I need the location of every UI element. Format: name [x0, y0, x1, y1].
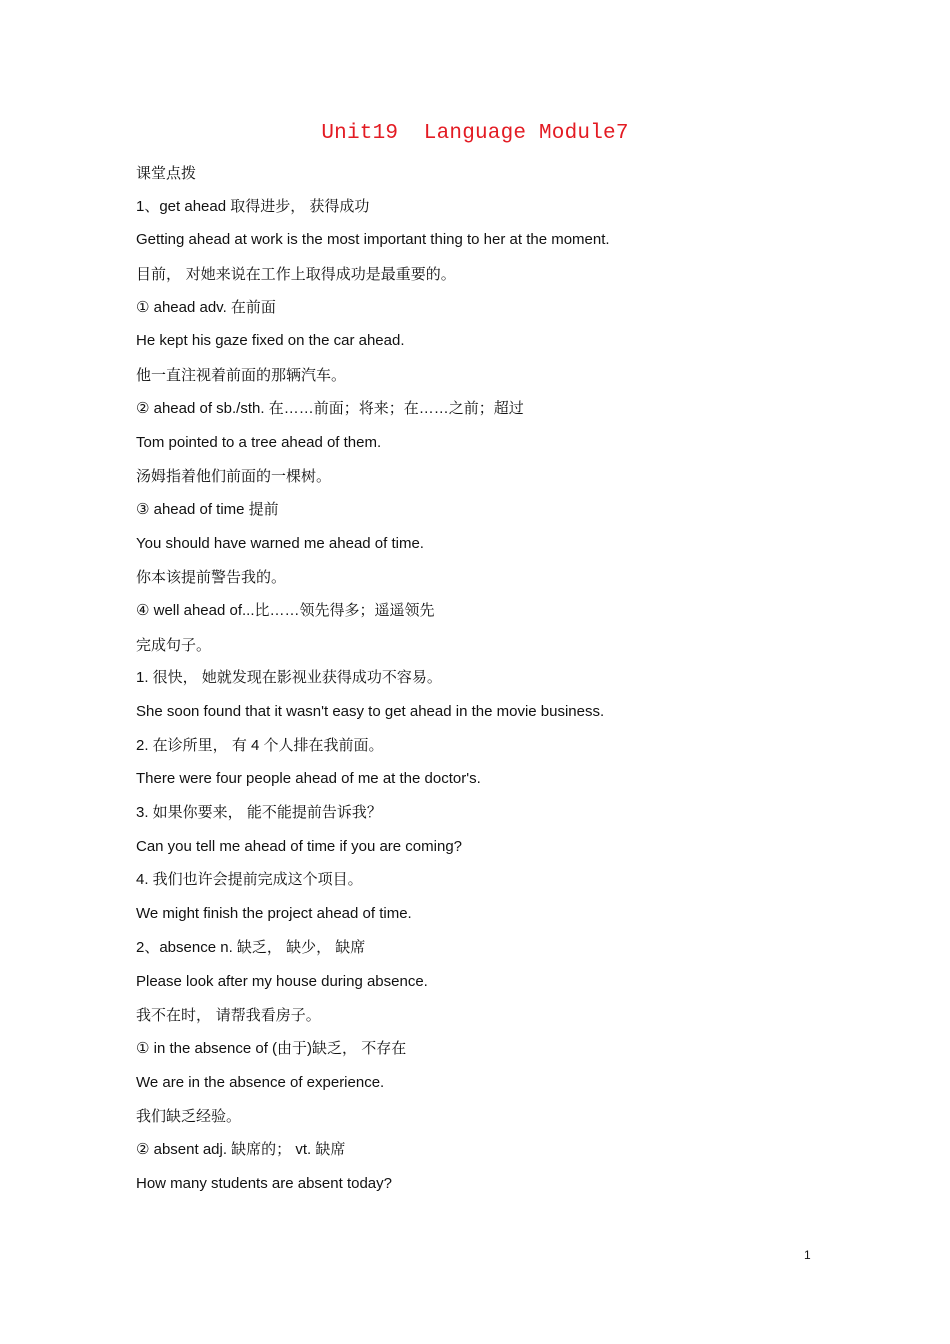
text-line: You should have warned me ahead of time. — [136, 534, 424, 552]
text-line: ④ well ahead of...比……领先得多；遥遥领先 — [136, 601, 435, 619]
text-line: Can you tell me ahead of time if you are coming? — [136, 837, 463, 855]
text-line: 课堂点拨 — [136, 164, 197, 182]
text-line: 你本该提前警告我的。 — [136, 568, 287, 587]
text-line: Getting ahead at work is the most important thing to her at the moment. — [136, 231, 610, 249]
text-line: ② ahead of sb./sth. 在……前面；将来；在……之前；超过 — [136, 399, 524, 417]
text-line: 1. 很快， 她就发现在影视业获得成功不容易。 — [136, 669, 442, 687]
text-line: Tom pointed to a tree ahead of them. — [136, 433, 382, 451]
text-line: ③ ahead of time 提前 — [136, 500, 279, 518]
text-line: How many students are absent today? — [136, 1174, 392, 1192]
text-line: 我不在时， 请帮我看房子。 — [136, 1006, 321, 1025]
text-line: She soon found that it wasn't easy to get ahead in the movie business. — [136, 703, 605, 720]
text-line: There were four people ahead of me at the doctor's. — [136, 770, 481, 788]
text-line: ① ahead adv. 在前面 — [136, 298, 276, 316]
page-number: 1 — [804, 1248, 811, 1262]
text-line: 汤姆指着他们前面的一棵树。 — [136, 467, 332, 486]
text-line: 完成句子。 — [136, 635, 212, 654]
text-line: 他一直注视着前面的那辆汽车。 — [136, 366, 347, 385]
text-line: 我们缺乏经验。 — [136, 1107, 242, 1126]
text-line: 目前， 对她来说在工作上取得成功是最重要的。 — [136, 265, 456, 284]
document-title: Unit19 Language Module7 — [321, 122, 629, 145]
text-line: We might finish the project ahead of time. — [136, 905, 412, 923]
text-line: 2. 在诊所里， 有 4 个人排在我前面。 — [136, 736, 384, 754]
text-line: 1、get ahead 取得进步， 获得成功 — [136, 197, 370, 215]
text-line: ② absent adj. 缺席的； vt. 缺席 — [136, 1140, 346, 1158]
text-line: We are in the absence of experience. — [136, 1073, 385, 1091]
text-line: 4. 我们也许会提前完成这个项目。 — [136, 871, 363, 889]
text-line: Please look after my house during absence. — [136, 972, 428, 990]
body-text — [136, 162, 826, 1206]
text-line: 2、absence n. 缺乏， 缺少， 缺席 — [136, 938, 366, 956]
text-line: ① in the absence of (由于)缺乏， 不存在 — [136, 1039, 407, 1057]
text-line: He kept his gaze fixed on the car ahead. — [136, 332, 405, 350]
text-line: 3. 如果你要来， 能不能提前告诉我？ — [136, 804, 382, 822]
